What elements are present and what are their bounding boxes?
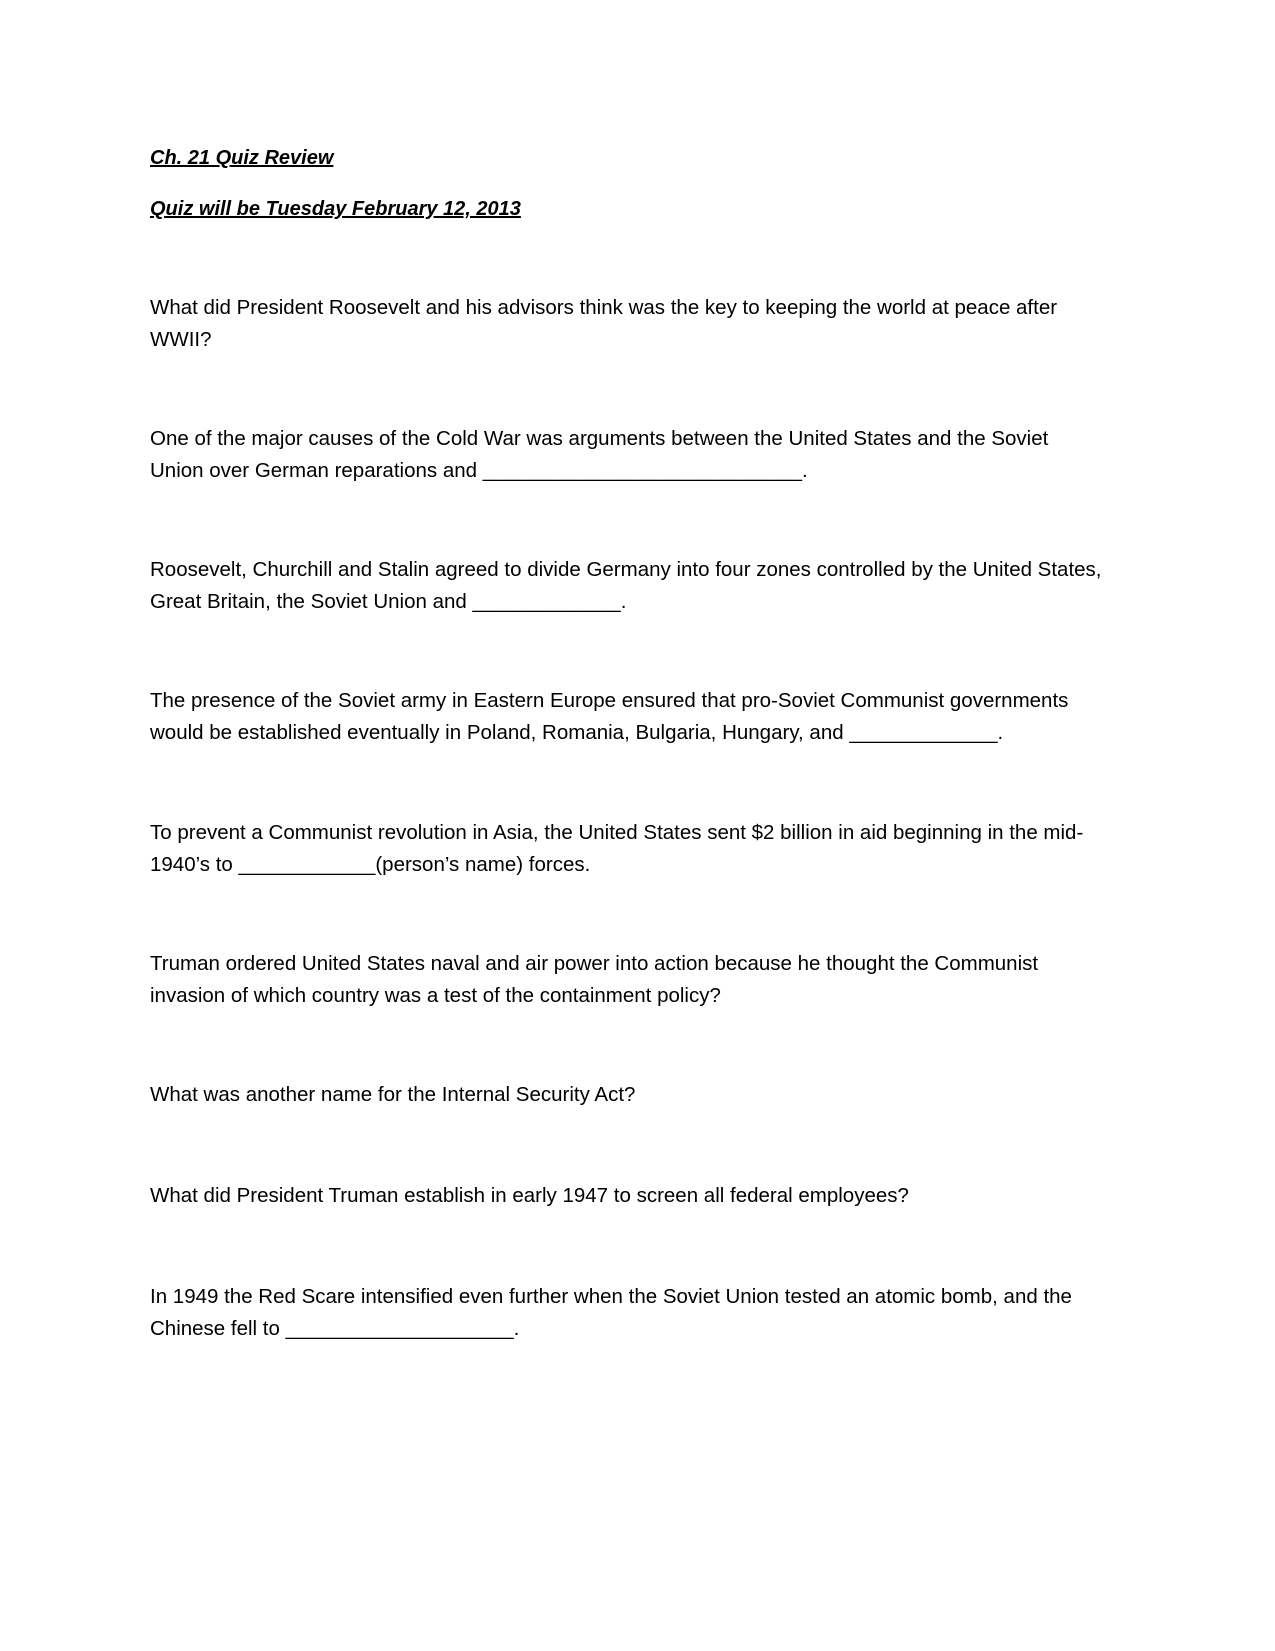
question-5 <box>150 817 1135 881</box>
question-3 <box>150 554 1135 618</box>
question-line: invasion of which country was a test of the containment policy? <box>150 984 721 1007</box>
question-2 <box>150 423 1135 487</box>
question-line: The presence of the Soviet army in Eastern Europe ensured that pro-Soviet Communist governments <box>150 689 1069 712</box>
question-line: Union over German reparations and ____________________________. <box>150 459 808 482</box>
question-9 <box>150 1281 1135 1345</box>
question-line: One of the major causes of the Cold War was arguments between the United States and the Soviet <box>150 427 1049 450</box>
quiz-date-heading: Quiz will be Tuesday February 12, 2013 <box>150 198 521 220</box>
question-line: 1940’s to ____________(person’s name) forces. <box>150 853 591 876</box>
question-line: In 1949 the Red Scare intensified even further when the Soviet Union tested an atomic bomb, and the <box>150 1285 1072 1308</box>
question-8 <box>150 1180 1135 1212</box>
question-4 <box>150 685 1135 749</box>
question-line: Roosevelt, Churchill and Stalin agreed to divide Germany into four zones controlled by the United States, <box>150 558 1102 581</box>
question-line: Chinese fell to ____________________. <box>150 1317 520 1340</box>
question-line: What did President Truman establish in early 1947 to screen all federal employees? <box>150 1184 909 1207</box>
question-line: To prevent a Communist revolution in Asia, the United States sent $2 billion in aid beginning in the mid- <box>150 821 1084 844</box>
document-title: Ch. 21 Quiz Review <box>150 147 334 169</box>
question-line: Truman ordered United States naval and air power into action because he thought the Communist <box>150 952 1039 975</box>
question-line: What was another name for the Internal Security Act? <box>150 1083 636 1106</box>
question-7 <box>150 1079 1135 1111</box>
question-line: What did President Roosevelt and his advisors think was the key to keeping the world at peace after <box>150 296 1058 319</box>
question-6 <box>150 948 1135 1012</box>
question-line: WWII? <box>150 328 212 351</box>
question-line: Great Britain, the Soviet Union and _____________. <box>150 590 627 613</box>
question-line: would be established eventually in Poland, Romania, Bulgaria, Hungary, and _____________. <box>150 721 1004 744</box>
question-1 <box>150 292 1135 356</box>
